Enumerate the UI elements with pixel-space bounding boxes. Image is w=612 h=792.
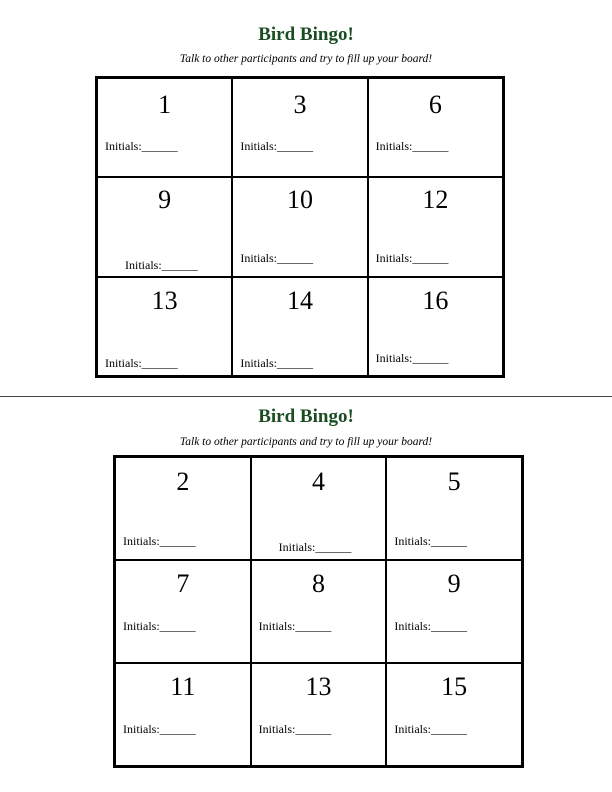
board-1-title: Bird Bingo! <box>258 24 354 45</box>
cut-line-divider <box>0 396 612 397</box>
board-2-cell <box>386 457 522 560</box>
cell-initials-line: Initials:______ <box>123 722 196 736</box>
cell-number: 4 <box>311 467 325 496</box>
board-1-cell <box>368 177 503 276</box>
cell-initials-line: Initials:______ <box>240 355 313 370</box>
cell-number: 9 <box>158 185 172 215</box>
board-1-cell <box>368 78 503 177</box>
cell-initials-line: Initials:______ <box>375 251 449 266</box>
board-2-cell <box>386 560 522 663</box>
cell-initials-line: Initials:______ <box>240 251 313 266</box>
cell-number: 13 <box>305 672 332 701</box>
board-1-cell <box>97 78 232 177</box>
board-2-cell <box>251 560 387 663</box>
board-1-cell <box>97 277 232 376</box>
board-2-title: Bird Bingo! <box>258 406 354 427</box>
board-1-grid <box>95 76 505 378</box>
cell-initials-line: Initials:______ <box>394 534 467 548</box>
cell-number: 13 <box>151 285 178 315</box>
board-2-grid <box>113 455 524 768</box>
cell-number: 2 <box>176 467 190 496</box>
cell-number: 11 <box>170 672 196 701</box>
cell-initials-line: Initials:______ <box>105 355 178 370</box>
board-1-cell <box>232 277 367 376</box>
cell-initials-line: Initials:______ <box>258 722 332 736</box>
cell-number: 6 <box>428 90 442 119</box>
board-2-cell <box>115 663 251 766</box>
cell-number: 10 <box>286 185 313 215</box>
cell-number: 7 <box>176 569 190 598</box>
cell-number: 14 <box>286 285 313 315</box>
cell-number: 5 <box>447 467 461 496</box>
cell-initials-line: Initials:______ <box>125 258 198 273</box>
board-2-cell <box>251 457 387 560</box>
board-2-cell <box>115 457 251 560</box>
board-2-cell <box>115 560 251 663</box>
cell-number: 9 <box>447 569 461 598</box>
cell-initials-line: Initials:______ <box>375 139 449 153</box>
cell-number: 1 <box>158 90 172 119</box>
board-1-subtitle: Talk to other participants and try to fill up your board! <box>179 53 433 65</box>
board-2-cell <box>386 663 522 766</box>
cell-initials-line: Initials:______ <box>375 350 449 365</box>
cell-initials-line: Initials:______ <box>240 139 313 153</box>
cell-initials-line: Initials:______ <box>278 540 352 554</box>
cell-number: 12 <box>422 185 449 215</box>
board-2-cell <box>251 663 387 766</box>
board-1-cell <box>368 277 503 376</box>
cell-initials-line: Initials:______ <box>394 722 467 736</box>
cell-initials-line: Initials:______ <box>394 619 467 633</box>
board-1-cell <box>232 78 367 177</box>
cell-number: 3 <box>293 90 307 119</box>
board-2-subtitle: Talk to other participants and try to fill up your board! <box>179 436 433 448</box>
cell-initials-line: Initials:______ <box>123 534 196 548</box>
cell-initials-line: Initials:______ <box>123 619 196 633</box>
cell-initials-line: Initials:______ <box>258 619 332 633</box>
cell-initials-line: Initials:______ <box>105 139 178 153</box>
board-1-cell <box>97 177 232 276</box>
cell-number: 8 <box>311 569 325 598</box>
board-1-cell <box>232 177 367 276</box>
cell-number: 16 <box>422 285 449 315</box>
cell-number: 15 <box>441 672 468 701</box>
